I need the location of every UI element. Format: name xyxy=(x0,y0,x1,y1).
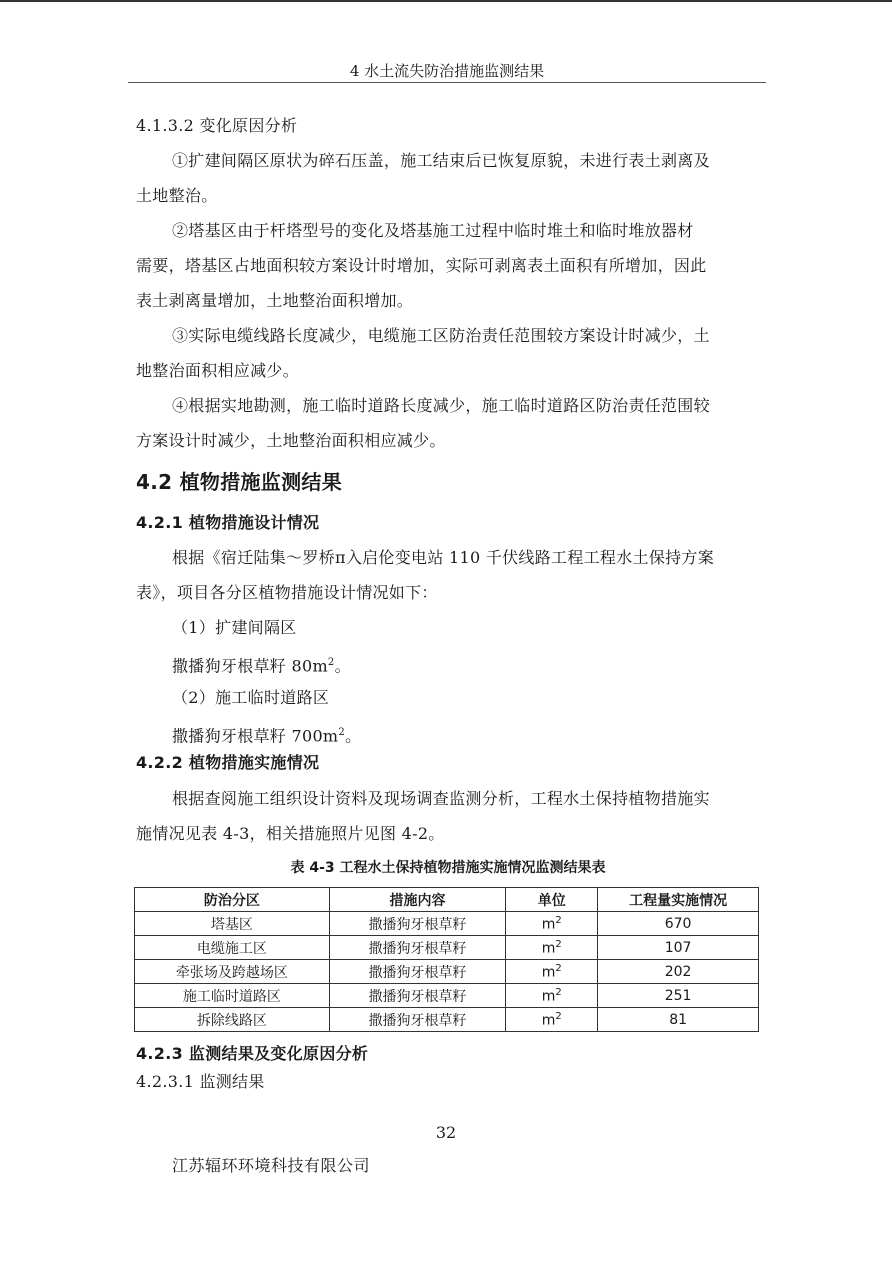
quantity-cell: 202 xyxy=(598,960,759,984)
paragraph-line: 表土剥离量增加，土地整治面积增加。 xyxy=(136,291,414,310)
measure-cell: 撒播狗牙根草籽 xyxy=(329,912,506,936)
measure-cell: 撒播狗牙根草籽 xyxy=(329,936,506,960)
paragraph-line: 根据《宿迁陆集～罗桥π入启伦变电站 110 千伏线路工程工程水土保持方案 xyxy=(172,548,715,567)
paragraph-line: ③实际电缆线路长度减少，电缆施工区防治责任范围较方案设计时减少，土 xyxy=(172,326,710,345)
paragraph-line: 施情况见表 4-3，相关措施照片见图 4-2。 xyxy=(136,824,445,843)
table-row xyxy=(135,936,759,960)
results-table xyxy=(134,887,759,1032)
quantity-cell: 251 xyxy=(598,984,759,1008)
unit-cell: $m^2$ xyxy=(506,912,598,936)
column-header: 措施内容 xyxy=(329,888,506,912)
heading-4-2: 4.2 植物措施监测结果 xyxy=(136,470,342,494)
table-row xyxy=(135,912,759,936)
header-rule xyxy=(128,82,766,83)
list-item-title: （2）施工临时道路区 xyxy=(172,688,330,707)
heading-4-2-3-1: 4.2.3.1 监测结果 xyxy=(136,1072,265,1091)
paragraph-line: 土地整治。 xyxy=(136,186,218,205)
heading-4-2-1: 4.2.1 植物措施设计情况 xyxy=(136,513,320,532)
paragraph-line: ①扩建间隔区原状为碎石压盖，施工结束后已恢复原貌，未进行表土剥离及 xyxy=(172,151,710,170)
paragraph-line: 方案设计时减少，土地整治面积相应减少。 xyxy=(136,431,446,450)
column-header: 工程量实施情况 xyxy=(598,888,759,912)
paragraph-line: 地整治面积相应减少。 xyxy=(136,361,300,380)
top-border-rule xyxy=(0,0,892,2)
quantity-cell: 107 xyxy=(598,936,759,960)
paragraph-line: 需要，塔基区占地面积较方案设计时增加，实际可剥离表土面积有所增加，因此 xyxy=(136,256,707,275)
measure-cell: 撒播狗牙根草籽 xyxy=(329,984,506,1008)
list-item-title: （1）扩建间隔区 xyxy=(172,618,297,637)
table-row xyxy=(135,984,759,1008)
zone-cell: 电缆施工区 xyxy=(135,936,330,960)
unit-cell: $m^2$ xyxy=(506,984,598,1008)
unit-cell: $m^2$ xyxy=(506,1008,598,1032)
table-caption: 表 4-3 工程水土保持植物措施实施情况监测结果表 xyxy=(290,860,606,876)
heading-4-2-3: 4.2.3 监测结果及变化原因分析 xyxy=(136,1044,369,1063)
paragraph-line: ④根据实地勘测，施工临时道路长度减少，施工临时道路区防治责任范围较 xyxy=(172,396,710,415)
list-item-text: 撒播狗牙根草籽 $700m^2$。 xyxy=(172,726,362,746)
unit-cell: $m^2$ xyxy=(506,936,598,960)
footer-company: 江苏辐环环境科技有限公司 xyxy=(172,1156,371,1175)
zone-cell: 施工临时道路区 xyxy=(135,984,330,1008)
column-header: 防治分区 xyxy=(135,888,330,912)
measure-cell: 撒播狗牙根草籽 xyxy=(329,1008,506,1032)
heading-4-1-3-2: 4.1.3.2 变化原因分析 xyxy=(136,116,298,135)
measure-cell: 撒播狗牙根草籽 xyxy=(329,960,506,984)
column-header: 单位 xyxy=(506,888,598,912)
paragraph-line: ②塔基区由于杆塔型号的变化及塔基施工过程中临时堆土和临时堆放器材 xyxy=(172,221,694,240)
zone-cell: 拆除线路区 xyxy=(135,1008,330,1032)
unit-cell: $m^2$ xyxy=(506,960,598,984)
heading-4-2-2: 4.2.2 植物措施实施情况 xyxy=(136,753,320,772)
table-header-row xyxy=(135,888,759,912)
quantity-cell: 81 xyxy=(598,1008,759,1032)
zone-cell: 牵张场及跨越场区 xyxy=(135,960,330,984)
zone-cell: 塔基区 xyxy=(135,912,330,936)
quantity-cell: 670 xyxy=(598,912,759,936)
page-number: 32 xyxy=(435,1123,457,1142)
list-item-text: 撒播狗牙根草籽 $80m^2$。 xyxy=(172,656,351,676)
running-header: 4 水土流失防治措施监测结果 xyxy=(349,62,545,80)
table-row xyxy=(135,1008,759,1032)
table-row xyxy=(135,960,759,984)
paragraph-line: 根据查阅施工组织设计资料及现场调查监测分析，工程水土保持植物措施实 xyxy=(172,789,710,808)
paragraph-line: 表》，项目各分区植物措施设计情况如下： xyxy=(136,583,438,602)
